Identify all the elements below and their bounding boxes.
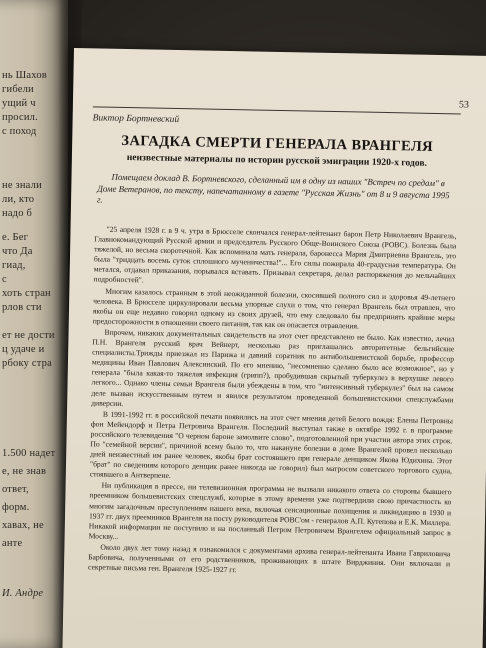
- article-title: ЗАГАДКА СМЕРТИ ГЕНЕРАЛА ВРАНГЕЛЯ: [121, 132, 434, 155]
- left-page-line: 1.500 надет: [2, 448, 56, 459]
- left-page-line: е. Бег: [2, 232, 29, 243]
- body-paragraph: В 1991-1992 гг. в российской печати появились на этот счет мнения детей Белого вождя: Елены Петровны фон Мейендорф и Петра Петровича Врангеля. Последний выступал также в октябре 1992 г. в программе российского телевидения "О черном бароне замолвите слово", подготовленной при участии автора этих строк. По "семейной версии", причиной всему было то, что накануне болезни в доме Врангелей провел несколько дней неизвестный им ранее человек, якобы брат состоявшего при генерале денщиком Якова Юдихина. Этот "брат" по сведениям которого денщик ранее никогда не говорил) был матросом советского торгового судна, стоявшего в Антверпене.: [89, 409, 454, 481]
- left-page-line: ответ,: [2, 484, 29, 495]
- left-page-line: нь Шахов: [2, 70, 47, 81]
- left-page-line: гиад,: [2, 260, 26, 271]
- body-paragraph: Многим казалось странным в этой неожиданной болезни, скосившей полного сил и здоровья 49-летнего человека. В Брюсселе циркулировали весьма упорные слухи о том, что генерал Врангель был отравлен, что якобы он еще недавно говорил одному из своих друзей, что ему следовало бы предпринять крайние меры предосторожности в отношении своего питания, так как он опасается отравления.: [92, 286, 456, 331]
- body-paragraph: Около двух лет тому назад я ознакомился с документами архива генерал-лейтенанта Ивана Гавриловича Барбовича, полученными от его родственников, проживающих в штате Вирджиния. Они включали и секретные письма ген. Врангеля 1925-1927 гг.: [87, 542, 451, 575]
- left-page-line: ет не дости: [2, 330, 55, 341]
- header-rule: [93, 106, 461, 114]
- left-page-line: с поход: [2, 126, 37, 137]
- left-page-line: надо б: [2, 208, 33, 219]
- body-paragraph: Впрочем, никаких документальных свидетельств на этот счет представлено не было. Как известно, лечил П.Н. Врангеля русский врач Вейнерт, несколько раз приглашались авторитетные бельгийские специалисты.Трижды приезжал из Парижа и давний соратник по антибольшевистской борьбе, профессор медицины Иван Павлович Алексинский. По его мнению, "несомненно сделано было все возможное", но у генерала "была какая-то тяжелая инфекция (грипп?), пробудившая скрытый туберкулез в верхушке левого легкого... Однако члены семьи Врангеля были убеждены в том, что "интенсивный туберкулез" был на самом деле вызван искусственным путем и явился результатом проведенной большевистскими спецслужбами диверсии.: [91, 327, 455, 408]
- left-page-line: анте: [2, 538, 23, 549]
- left-page-line: форм.: [2, 502, 30, 513]
- editorial-intro: Помещаем доклад В. Бортневского, сделанный им в одну из наших "Встреч по средам" в Доме Ветеранов, по тексту, напечатанному в газете "Русская Жизнь" от 8 и 9 августа 1995 г.: [96, 171, 450, 205]
- page-content: [87, 48, 470, 575]
- left-page-signature: И. Андре: [2, 588, 44, 599]
- article-subtitle: неизвестные материалы по истории русской эмиграции 1920-х годов.: [126, 152, 428, 169]
- body-paragraph: "25 апреля 1928 г. в 9 ч. утра в Брюсселе скончался генерал-лейтенант барон Петр Николаевич Врангель, Главнокомандующий Русской армии и председатель Русского Обще-Воинского Союза (РОВС). Болезнь была тяжелой, но весьма скоротечной. Как вспоминала мать генерала, баронесса Мария Дмитриевна Врангель, это была "тридцать восемь суток сплошного мученичества!"... Его силы пожирала 40-градусная температура. Он метался, отдавал приказания, порывался вставать. Призывал секретаря, делал распоряжения до мельчайших подробностей".: [93, 224, 457, 285]
- left-page-line: рбоку стра: [2, 358, 52, 369]
- left-page-line: ли, кто: [2, 194, 35, 205]
- left-page-line: рлов сти: [2, 302, 42, 313]
- left-page-line: что Да: [2, 246, 33, 257]
- left-page-line: просил.: [2, 112, 38, 123]
- article-page: [62, 48, 486, 648]
- author-name: Виктор Бортневский: [92, 113, 180, 126]
- article-body: [88, 224, 457, 580]
- left-page-line: с: [2, 274, 7, 285]
- left-page-line: не знали: [2, 180, 42, 191]
- body-paragraph: Ни публикация в прессе, ни телевизионная программа не вызвали никакого ответа со стороны бывшего преемником большевистских спецслужб, которые в этому времени уже подтвердили свою причастность ко многим загадочным преступлениям нашего века, включая сенсационные похищения и ликвидацию в 1930 и 1937 гг. двух преемников Врангеля на посту руководителя РОВС'ом - генералов А.П. Кутепова и Е.К. Миллера. Никакой информации не поступило и на посланный Петром Петровичем Врангелем официальный запрос в Москву...: [88, 480, 452, 541]
- left-page-line: хавах, не: [2, 520, 44, 531]
- left-page-line: ущий ч: [2, 98, 36, 109]
- page-number: 53: [458, 99, 470, 111]
- left-page-line: ц удаче и: [2, 344, 45, 355]
- left-page-line: гибели: [2, 84, 34, 95]
- left-page-line: е, не знав: [2, 466, 47, 477]
- left-page-line: хоть стран: [2, 288, 51, 299]
